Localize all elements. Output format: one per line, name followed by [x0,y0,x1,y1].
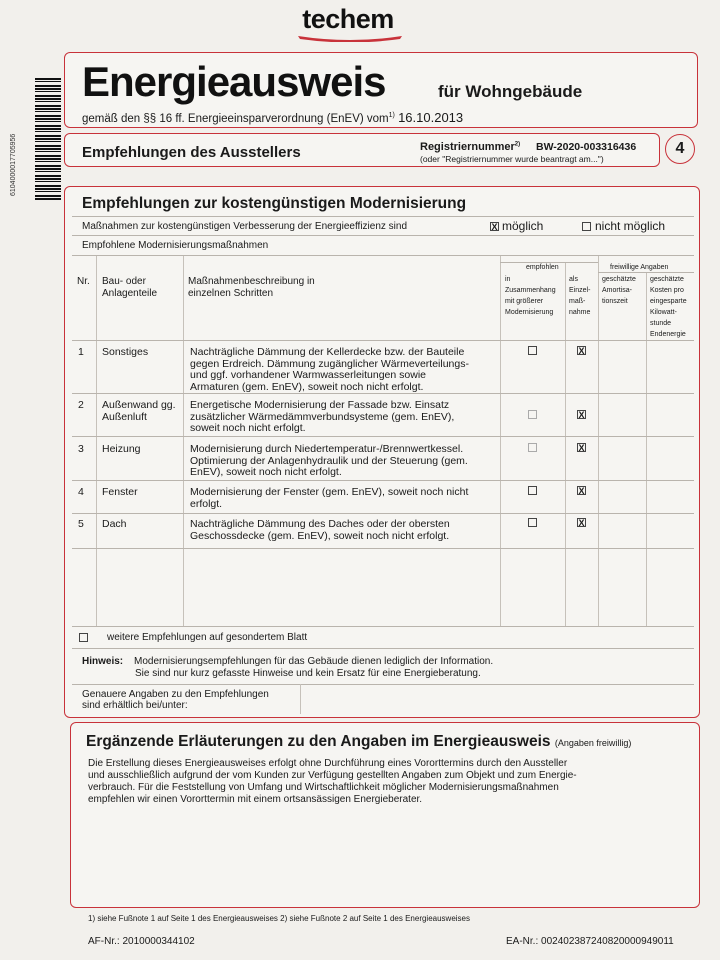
row-description-line: Nachträgliche Dämmung des Daches oder der obersten [190,518,450,530]
hint-line: Modernisierungsempfehlungen für das Gebäude dienen lediglich der Information. [134,656,494,667]
row-single-checkbox[interactable]: X [578,410,585,420]
row-description-line: soweit noch nicht erfolgt. [190,422,306,434]
col-description-line: Maßnahmenbeschreibung in [188,276,315,287]
row-description [190,400,454,435]
row-description-line: EnEV), soweit noch nicht erfolgt. [190,466,342,478]
row-combined-checkbox[interactable] [528,410,537,419]
further-recommendations-checkbox[interactable] [79,633,88,642]
row-component: Dach [102,518,127,530]
col-nr: Nr. [77,276,90,287]
registration-label [420,141,520,153]
col-cost-line: Kosten pro [650,287,684,294]
explanations-line: empfehlen wir einen Vororttermin mit einem ortsansässigen Energieberater. [88,794,423,805]
explanations-text [88,758,577,806]
col-single-line: nahme [569,309,591,316]
not-possible-label: nicht möglich [595,219,666,233]
col-single [569,274,590,318]
col-combined-line: Modernisierung [505,309,554,316]
col-cost-line: stunde [650,320,672,327]
details-line: Genauere Angaben zu den Empfehlungen [82,689,269,700]
row-single-checkbox[interactable]: X [578,486,585,496]
row-component-line: Außenwand gg. [102,399,176,411]
page-number: 4 [665,134,695,164]
possible-label: möglich [502,219,544,233]
techem-logo: techem [302,4,394,34]
registration-number: BW-2020-003316436 [536,141,637,153]
row-description-line: Modernisierung der Fenster (gem. EnEV), soweit noch nicht [190,486,469,498]
af-number: AF-Nr.: 2010000344102 [88,936,195,947]
row-component: Heizung [102,443,141,455]
row-nr: 4 [78,486,84,498]
logo-swoosh-icon [296,34,404,42]
registration-footnote: 2) [514,141,521,148]
row-description-line: erfolgt. [190,497,223,510]
row-combined-checkbox[interactable] [528,518,537,527]
col-optional: freiwillige Angaben [610,264,669,271]
row-description-line: gegen Erdreich. Dämmung zugänglicher Wärmeverteilungs- [190,357,469,370]
col-description [188,276,315,300]
col-amortisation [602,274,636,307]
row-combined-checkbox[interactable] [528,346,537,355]
row-description-line: Geschossdecke (gem. EnEV), soweit noch nicht erfolgt. [190,529,450,542]
details-line: sind erhältlich bei/unter: [82,700,188,711]
col-single-line: Einzel- [569,287,591,294]
row-nr: 2 [78,399,84,411]
col-single-line: maß- [569,298,586,305]
row-description [190,444,468,479]
further-recommendations-label: weitere Empfehlungen auf gesondertem Blatt [107,632,308,643]
row-nr: 5 [78,518,84,530]
barcode-number: 6104000017705956 [10,133,17,196]
col-cost-line: eingesparte [650,298,687,305]
row-single-checkbox[interactable]: X [578,443,585,453]
section-bar-title: Empfehlungen des Ausstellers [82,144,301,161]
col-component-line: Bau- oder [102,276,146,287]
row-description-line: Optimierung der Anlagenhydraulik und der Steuerung (gem. [190,454,468,467]
not-possible-checkbox[interactable] [582,222,591,231]
col-amortisation-line: geschätzte [602,276,636,283]
details-label [82,689,269,711]
row-combined-checkbox[interactable] [528,486,537,495]
col-amortisation-line: tionszeit [602,298,628,305]
col-cost-line: Kilowatt- [650,309,677,316]
col-combined-line: mit größerer [505,298,544,305]
col-component-line: Anlagenteile [102,288,158,299]
recommendations-title: Empfehlungen zur kostengünstigen Modernisierung [82,195,467,212]
barcode [35,78,61,200]
explanations-line: verbrauch. Für die Feststellung von Umfang und Wirtschaftlichkeit möglicher Modernisierungsmaßnahmen [88,782,559,793]
row-component: Fenster [102,486,138,498]
col-amortisation-line: Amortisa- [602,287,632,294]
col-combined [505,274,556,318]
row-combined-checkbox[interactable] [528,443,537,452]
row-description-line: und ggf. vorhandener Warmwasserleitungen sowie [190,369,426,381]
row-description-line: Armaturen (gem. EnEV), soweit noch nicht erfolgt. [190,380,424,393]
row-single-checkbox[interactable]: X [578,518,585,528]
col-cost-line: Endenergie [650,331,686,338]
explanations-title [86,733,631,751]
row-description [190,347,469,393]
explanations-title-note: (Angaben freiwillig) [554,738,632,748]
explanations-title-text: Ergänzende Erläuterungen zu den Angaben im Energieausweis [86,733,551,750]
col-cost [650,274,687,340]
footnotes: 1) siehe Fußnote 1 auf Seite 1 des Energieausweises 2) siehe Fußnote 2 auf Seite 1 des Energieausweises [88,914,471,923]
hint-text [134,656,493,680]
col-description-line: einzelnen Schritten [188,288,274,299]
registration-label-text: Registriernummer [420,141,515,153]
document-title: Energieausweis [82,58,386,105]
explanations-line: Die Erstellung dieses Energieausweises erfolgt ohne Durchführung eines Vororttermins durch den Aussteller [88,758,568,769]
legal-basis-date: 16.10.2013 [398,110,464,125]
hint-label: Hinweis: [82,656,124,667]
measures-label: Empfohlene Modernisierungsmaßnahmen [82,240,269,251]
legal-basis [82,110,463,125]
row-component [102,400,176,423]
col-combined-line: Zusammenhang [505,287,556,294]
row-description-line: Energetische Modernisierung der Fassade bzw. Einsatz [190,399,450,411]
explanations-line: und ausschließlich aufgrund der vom Kunden zur Verfügung gestellten Angaben zum Objekt und zum Energie- [88,770,577,781]
row-description [190,519,450,542]
row-description-line: Nachträgliche Dämmung der Kellerdecke bzw. der Bauteile [190,346,465,358]
recommendations-intro: Maßnahmen zur kostengünstigen Verbesserung der Energieeffizienz sind [82,221,408,232]
row-description-line: zusätzlicher Wärmedämmverbundsysteme (gem. EnEV), [190,410,455,423]
col-single-line: als [569,276,578,283]
legal-basis-text: gemäß den §§ 16 ff. Energieeinsparverordnung (EnEV) vom [82,113,389,125]
col-combined-line: in [505,276,511,283]
row-description [190,487,468,510]
registration-note: (oder "Registriernummer wurde beantragt am...") [420,154,604,164]
row-nr: 3 [78,443,84,455]
col-cost-line: geschätzte [650,276,684,283]
row-single-checkbox[interactable]: X [578,346,585,356]
row-component: Sonstiges [102,346,149,358]
row-description-line: Modernisierung durch Niedertemperatur-/Brennwertkessel. [190,443,464,455]
hint-line: Sie sind nur kurz gefasste Hinweise und kein Ersatz für eine Energieberatung. [135,668,481,679]
document-subtitle: für Wohngebäude [438,82,583,101]
ea-number: EA-Nr.: 002402387240820000949011 [506,936,674,947]
row-nr: 1 [78,346,84,358]
col-recommended: empfohlen [526,264,559,271]
legal-basis-footnote: 1) [388,112,395,120]
col-component [102,276,157,300]
row-component-line: Außenluft [102,410,147,423]
possible-checkbox[interactable]: X [491,222,498,232]
